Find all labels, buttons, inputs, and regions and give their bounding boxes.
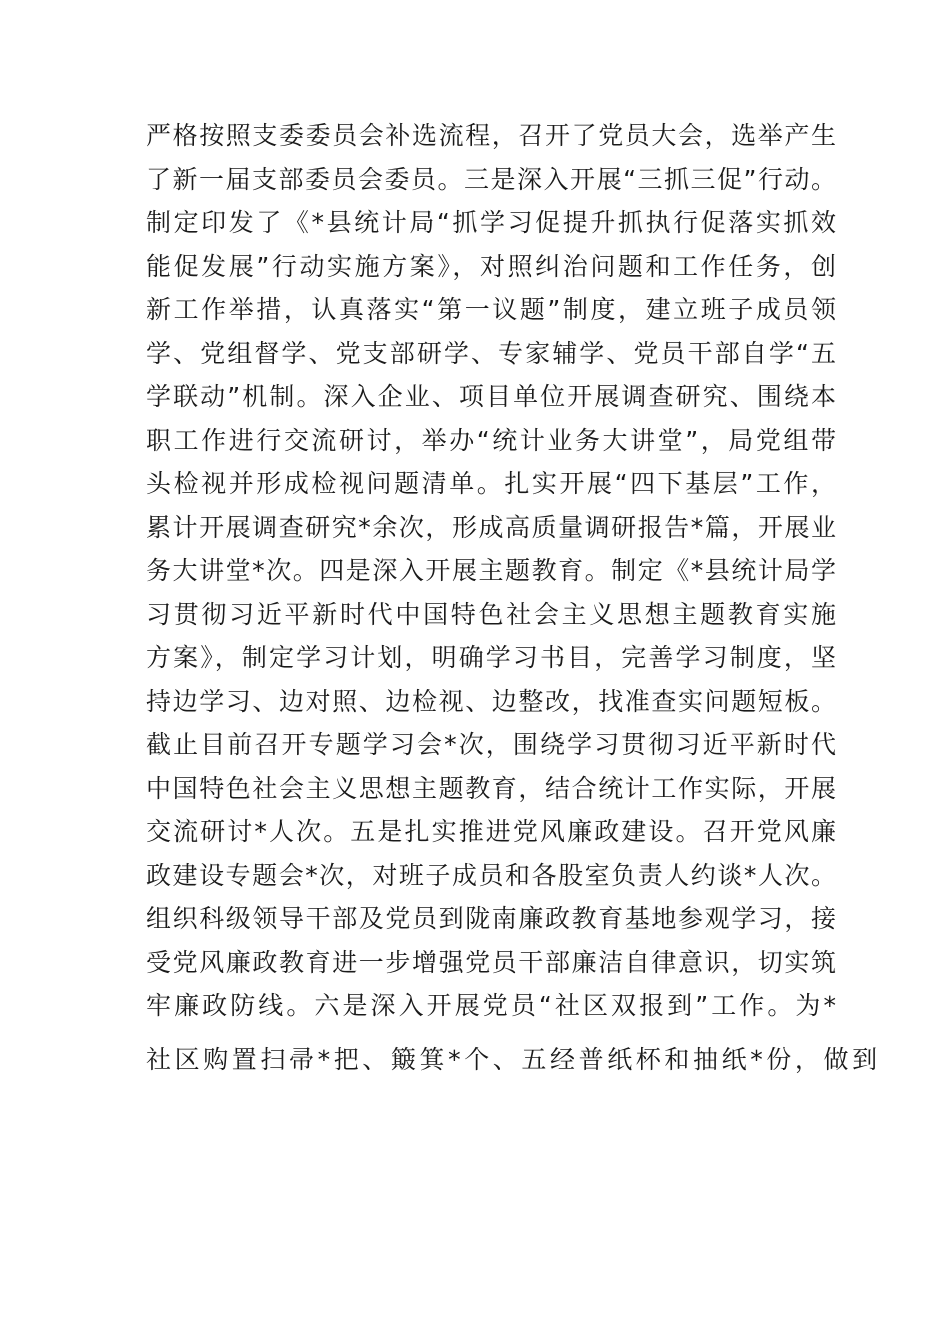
text-line: 政建设专题会*次，对班子成员和各股室负责人约谈*人次。 (146, 860, 836, 890)
text-line: 制定印发了《*县统计局“抓学习促提升抓执行促落实抓效 (146, 208, 836, 237)
text-line: 习贯彻习近平新时代中国特色社会主义思想主题教育实施 (146, 599, 836, 629)
text-line: 严格按照支委委员会补选流程，召开了党员大会，选举产生 (146, 121, 836, 150)
text-line: 组织科级领导干部及党员到陇南廉政教育基地参观学习，接 (146, 904, 836, 933)
text-line: 截止目前召开专题学习会*次，围绕学习贯彻习近平新时代 (146, 730, 836, 759)
text-line: 了新一届支部委员会委员。三是深入开展“三抓三促”行动。 (146, 164, 836, 194)
text-line: 学、党组督学、党支部研学、专家辅学、党员干部自学“五 (146, 338, 836, 368)
text-line: 中国特色社会主义思想主题教育，结合统计工作实际，开展 (146, 773, 836, 803)
text-line: 受党风廉政教育进一步增强党员干部廉洁自律意识，切实筑 (146, 947, 836, 977)
text-line: 社区购置扫帚*把、簸箕*个、五经普纸杯和抽纸*份，做到 (146, 1044, 881, 1074)
text-line: 方案》，制定学习计划，明确学习书目，完善学习制度，坚 (146, 643, 836, 672)
text-line: 新工作举措，认真落实“第一议题”制度，建立班子成员领 (146, 295, 836, 324)
text-line: 头检视并形成检视问题清单。扎实开展“四下基层”工作， (146, 469, 836, 498)
text-line: 职工作进行交流研讨，举办“统计业务大讲堂”，局党组带 (146, 425, 836, 455)
text-line: 务大讲堂*次。四是深入开展主题教育。制定《*县统计局学 (146, 556, 836, 585)
text-line: 牢廉政防线。六是深入开展党员“社区双报到”工作。为* (146, 991, 836, 1020)
text-line: 交流研讨*人次。五是扎实推进党风廉政建设。召开党风廉 (146, 817, 836, 846)
text-line: 能促发展”行动实施方案》，对照纠治问题和工作任务，创 (146, 251, 836, 281)
body-paragraph (146, 114, 881, 1081)
text-line: 学联动”机制。深入企业、项目单位开展调查研究、围绕本 (146, 382, 836, 411)
text-line: 累计开展调查研究*余次，形成高质量调研报告*篇，开展业 (146, 512, 836, 542)
text-line: 持边学习、边对照、边检视、边整改，找准查实问题短板。 (146, 686, 836, 716)
